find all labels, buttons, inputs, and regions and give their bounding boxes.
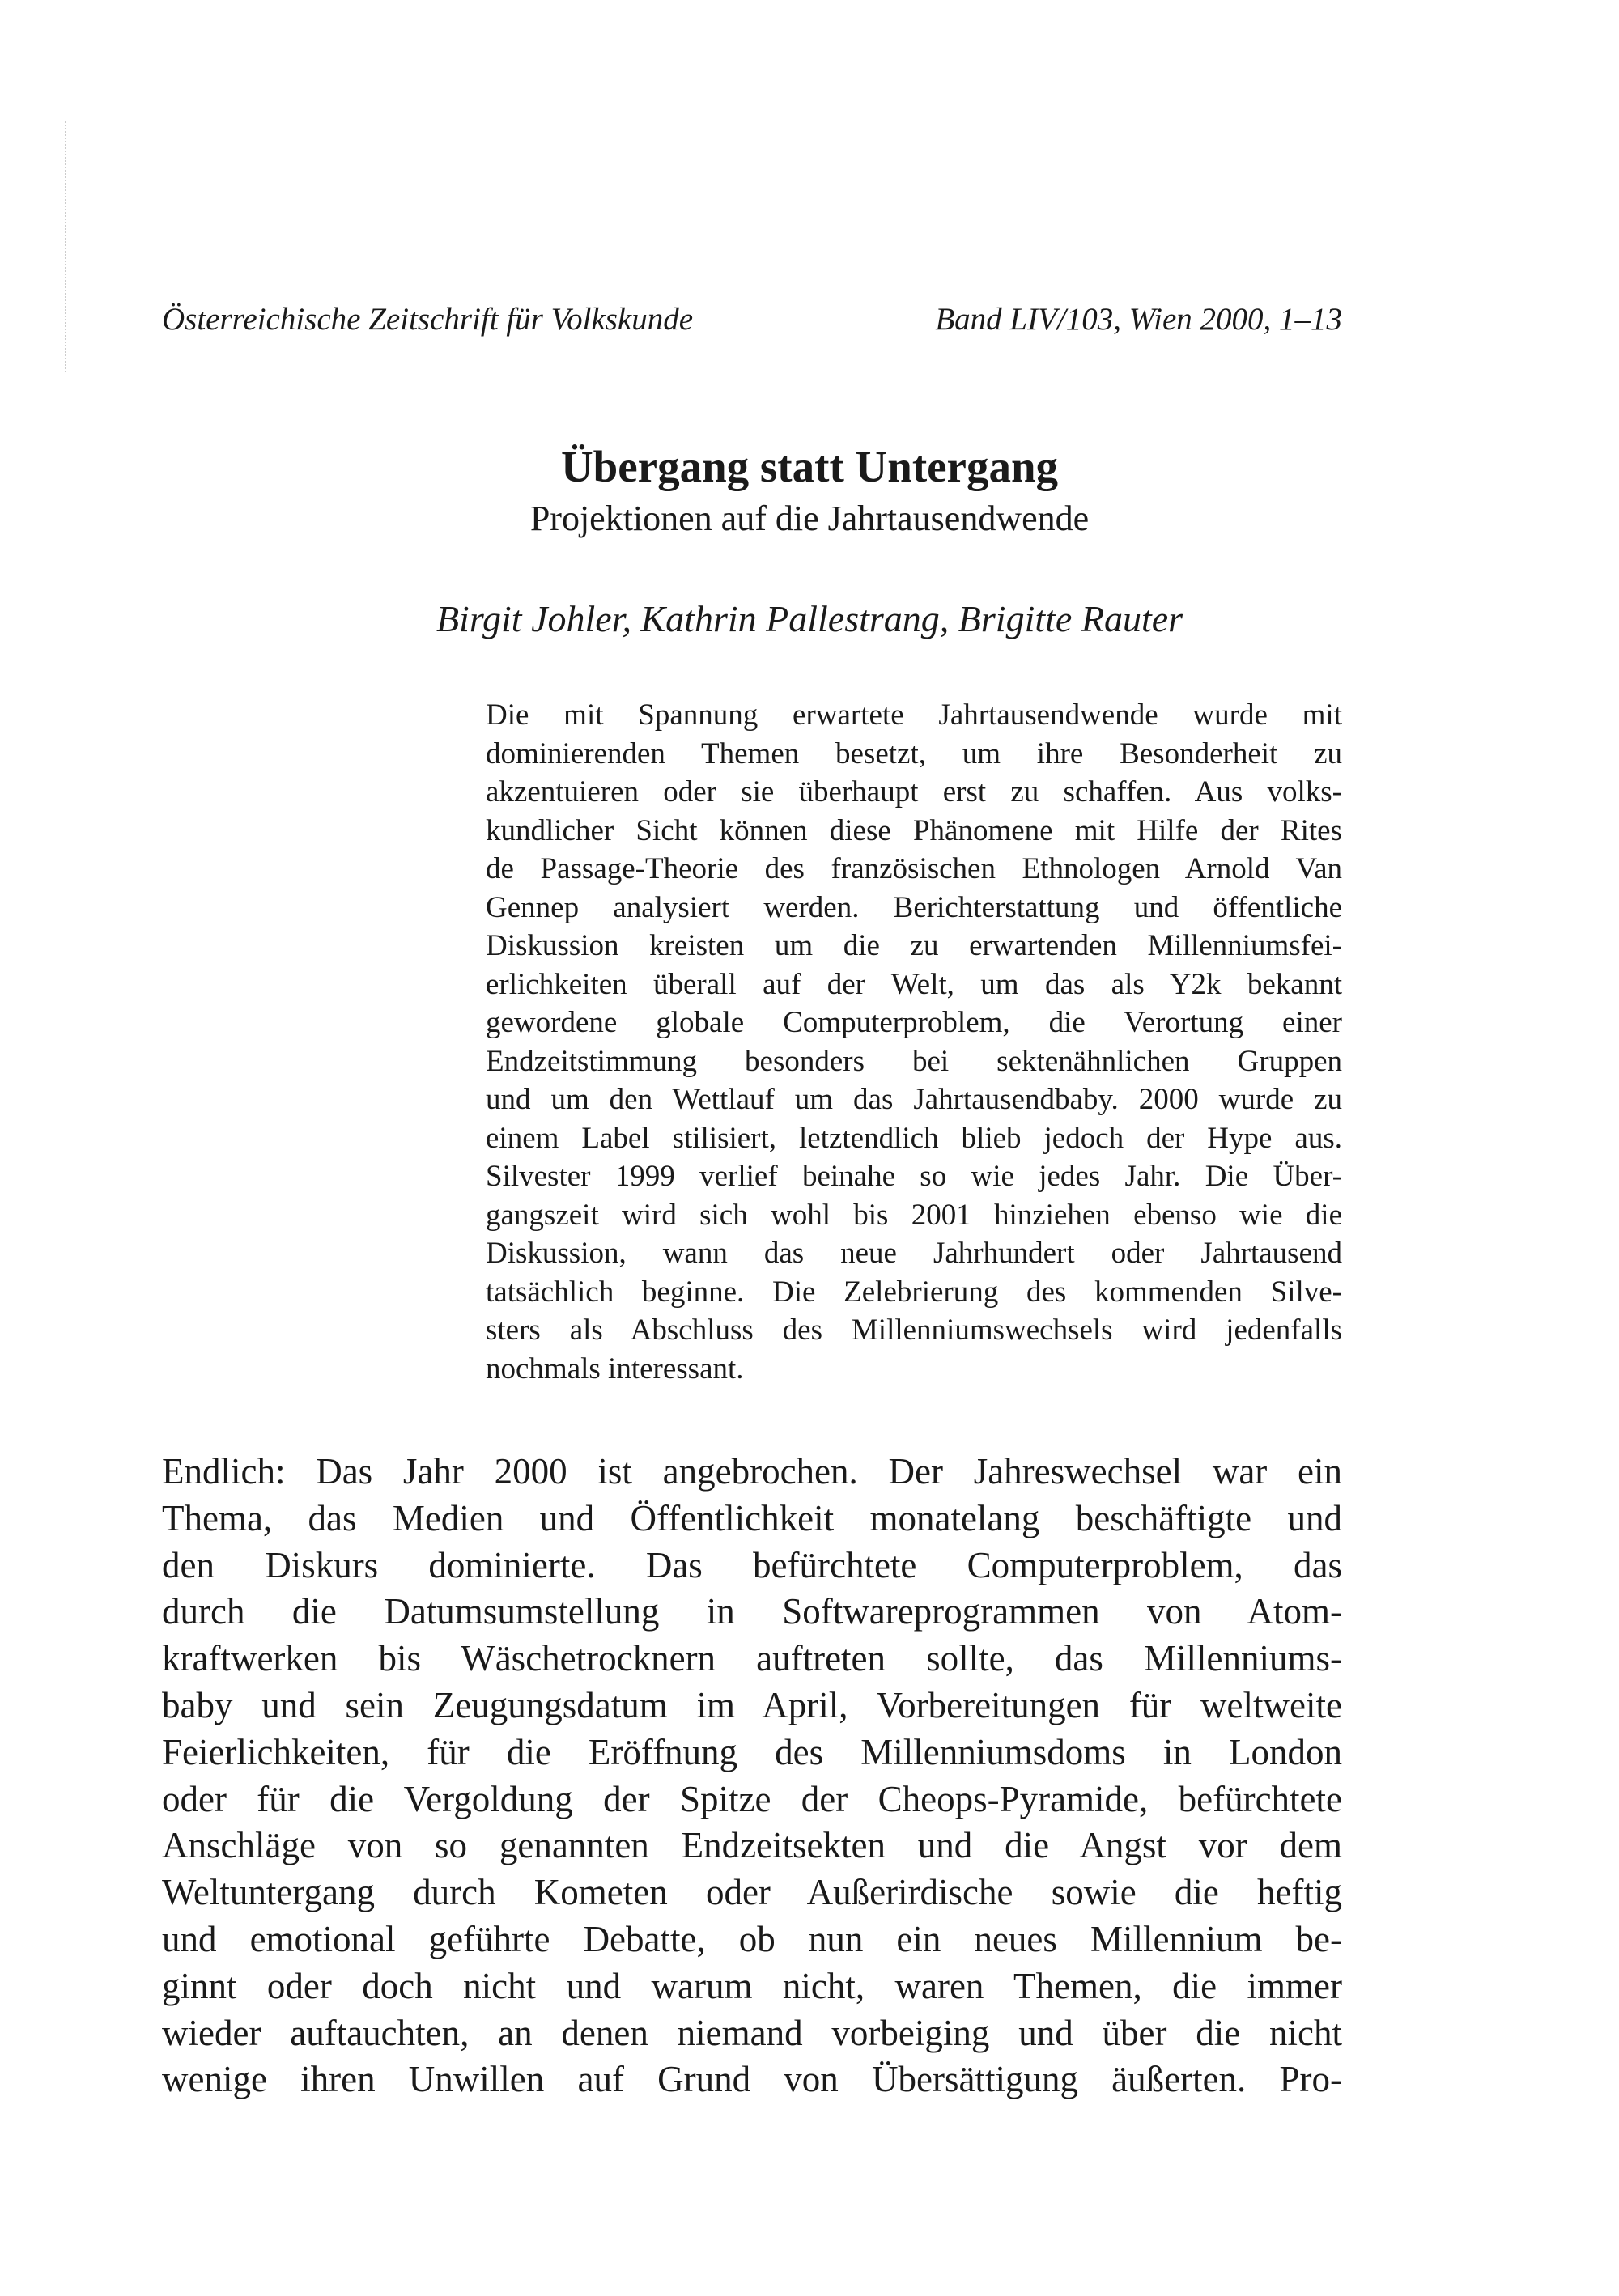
text-line: akzentuieren oder sie überhaupt erst zu schaffen. Aus volks-: [486, 775, 1342, 808]
text-line: erlichkeiten überall auf der Welt, um das als Y2k bekannt: [486, 967, 1342, 1001]
text-line: Diskussion, wann das neue Jahrhundert oder Jahrtausend: [486, 1237, 1342, 1270]
text-line: dominierenden Themen besetzt, um ihre Besonderheit zu: [486, 736, 1342, 770]
text-line: tatsächlich beginne. Die Zelebrierung des kommenden Silve-: [486, 1275, 1342, 1309]
article-subtitle: Projektionen auf die Jahrtausendwende: [529, 499, 1090, 538]
text-line: kundlicher Sicht können diese Phänomene mit Hilfe der Rites: [486, 813, 1342, 847]
text-line: Endzeitstimmung besonders bei sektenähnlichen Gruppen: [486, 1044, 1342, 1078]
text-line: Die mit Spannung erwartete Jahrtausendwende wurde mit: [486, 698, 1342, 732]
text-line: ginnt oder doch nicht und warum nicht, waren Themen, die immer: [162, 1965, 1342, 2006]
running-header: [162, 301, 1342, 337]
body-text: [162, 1449, 1342, 2103]
scan-margin-marks: [65, 121, 66, 372]
issue-info: Band LIV/103, Wien 2000, 1–13: [935, 302, 1342, 337]
text-line: nochmals interessant.: [486, 1352, 744, 1386]
text-line: Gennep analysiert werden. Berichterstattung und öffentliche: [486, 890, 1342, 924]
text-line: Silvester 1999 verlief beinahe so wie jedes Jahr. Die Über-: [486, 1160, 1342, 1193]
text-line: und emotional geführte Debatte, ob nun ein neues Millennium be-: [162, 1918, 1342, 1959]
article-authors: Birgit Johler, Kathrin Pallestrang, Brigitte Rauter: [436, 598, 1183, 639]
abstract: [486, 696, 1342, 1388]
text-line: sters als Abschluss des Millenniumswechsels wird jedenfalls: [486, 1314, 1342, 1347]
text-line: wieder auftauchten, an denen niemand vorbeiging und über die nicht: [162, 2012, 1342, 2053]
journal-name: Österreichische Zeitschrift für Volkskunde: [162, 302, 694, 337]
text-line: kraftwerken bis Wäschetrocknern auftreten sollte, das Millenniums-: [162, 1638, 1342, 1679]
article-title: Übergang statt Untergang: [560, 442, 1059, 491]
text-line: Diskussion kreisten um die zu erwartenden Millenniumsfei-: [486, 929, 1342, 962]
text-line: oder für die Vergoldung der Spitze der Cheops-Pyramide, befürchtete: [162, 1778, 1342, 1819]
text-line: Weltuntergang durch Kometen oder Außerirdische sowie die heftig: [162, 1872, 1342, 1913]
text-line: wenige ihren Unwillen auf Grund von Übersättigung äußerten. Pro-: [162, 2059, 1342, 2100]
text-line: Endlich: Das Jahr 2000 ist angebrochen. Der Jahreswechsel war ein: [162, 1451, 1342, 1492]
text-line: einem Label stilisiert, letztendlich blieb jedoch der Hype aus.: [486, 1121, 1342, 1155]
text-line: den Diskurs dominierte. Das befürchtete Computerproblem, das: [162, 1544, 1342, 1585]
text-line: Anschläge von so genannten Endzeitsekten und die Angst vor dem: [162, 1825, 1342, 1866]
text-line: de Passage-Theorie des französischen Ethnologen Arnold Van: [486, 852, 1342, 885]
text-line: baby und sein Zeugungsdatum im April, Vorbereitungen für weltweite: [162, 1684, 1342, 1725]
text-line: gangszeit wird sich wohl bis 2001 hinziehen ebenso wie die: [486, 1198, 1342, 1232]
text-line: Thema, das Medien und Öffentlichkeit monatelang beschäftigte und: [162, 1497, 1342, 1538]
text-line: durch die Datumsumstellung in Softwareprogrammen von Atom-: [162, 1591, 1342, 1632]
text-line: Feierlichkeiten, für die Eröffnung des Millenniumsdoms in London: [162, 1731, 1342, 1772]
text-line: gewordene globale Computerproblem, die Verortung einer: [486, 1006, 1342, 1039]
text-line: und um den Wettlauf um das Jahrtausendbaby. 2000 wurde zu: [486, 1083, 1342, 1116]
